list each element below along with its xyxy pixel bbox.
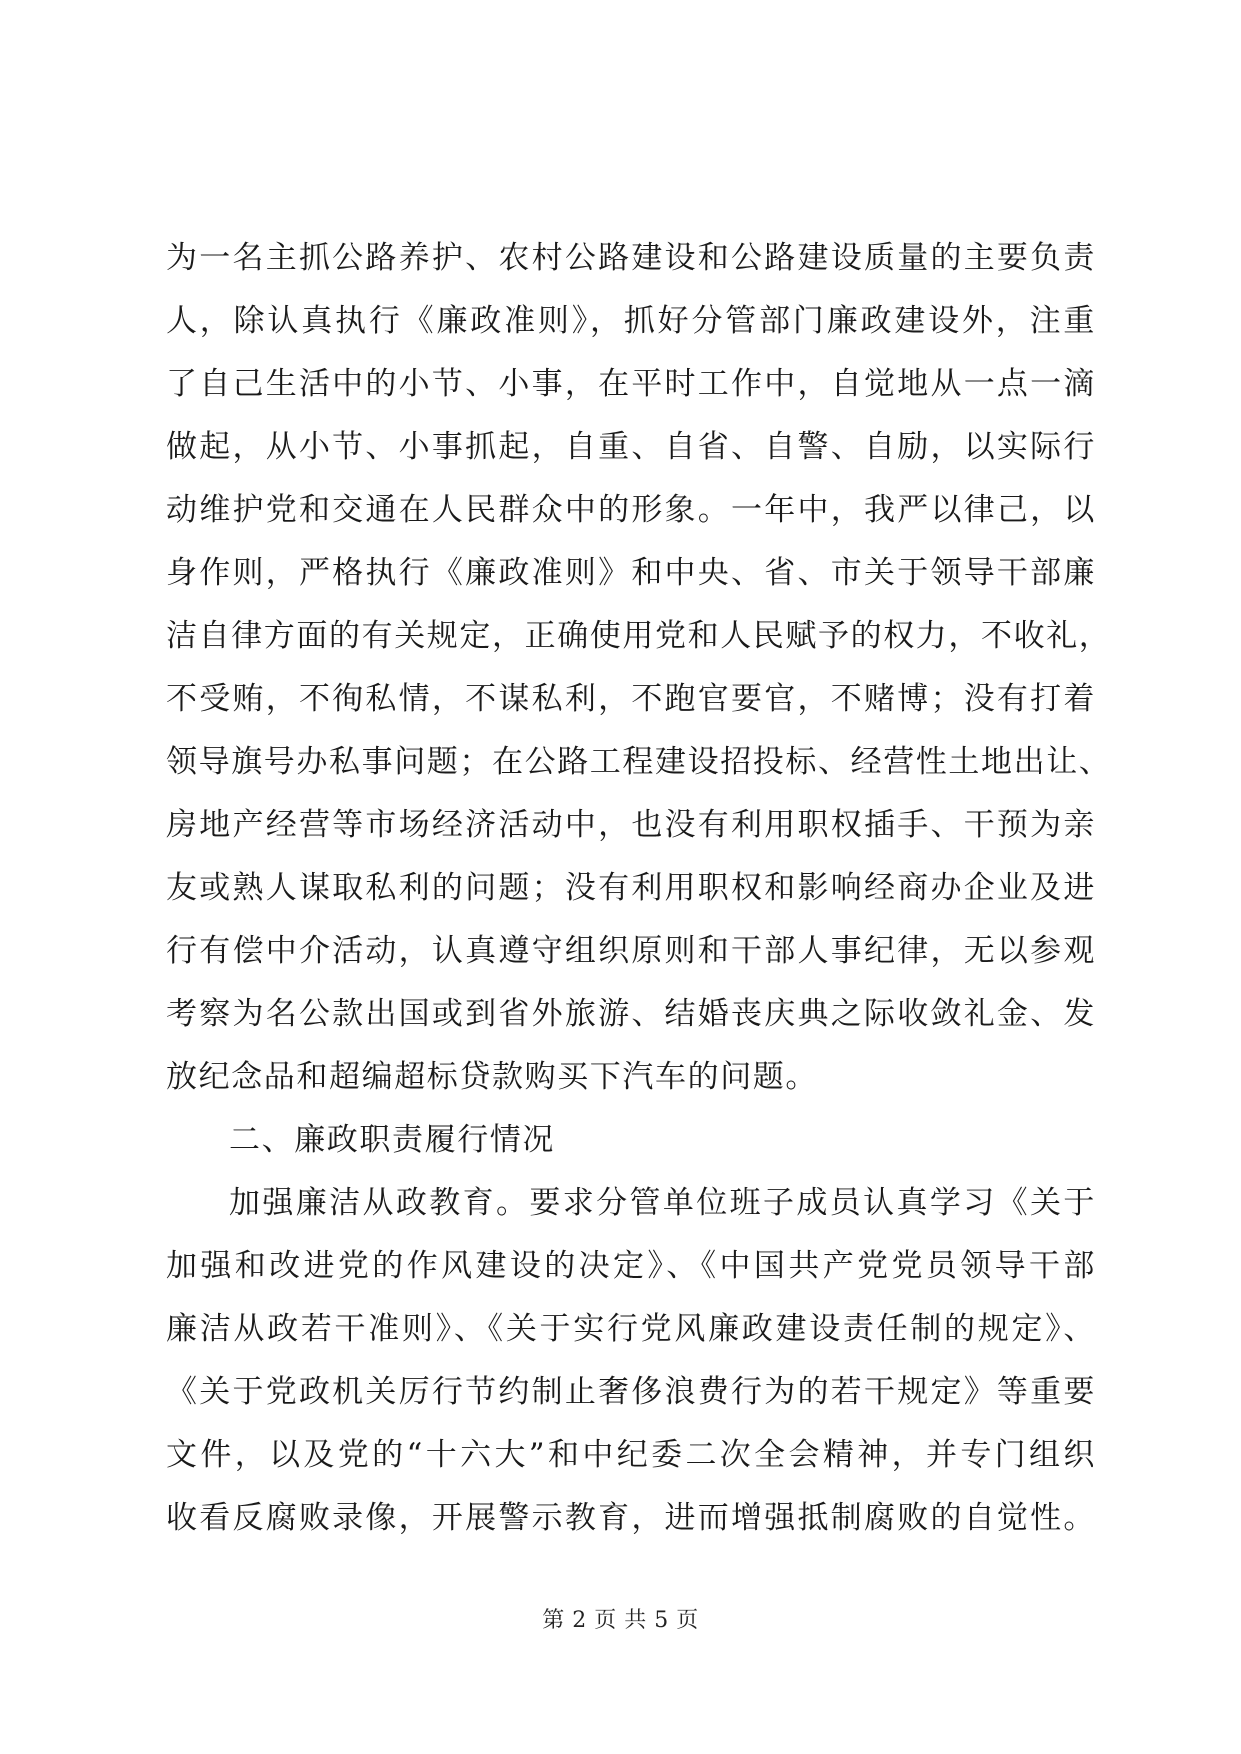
- paragraph-line: 房地产经营等市场经济活动中，也没有利用职权插手、干预为亲: [166, 807, 1096, 843]
- paragraph-line: 廉洁从政若干准则》、《关于实行党风廉政建设责任制的规定》、: [166, 1311, 1096, 1347]
- paragraph-line: 洁自律方面的有关规定，正确使用党和人民赋予的权力，不收礼，: [166, 618, 1112, 654]
- document-body: [166, 227, 1112, 1550]
- paragraph-line: 人，除认真执行《廉政准则》，抓好分管部门廉政建设外，注重: [166, 303, 1096, 339]
- paragraph-line: 《关于党政机关厉行节约制止奢侈浪费行为的若干规定》等重要: [166, 1374, 1096, 1410]
- paragraph-line: 加强廉洁从政教育。要求分管单位班子成员认真学习《关于: [229, 1185, 1096, 1221]
- paragraph-line: 友或熟人谋取私利的问题；没有利用职权和影响经商办企业及进: [166, 870, 1096, 906]
- paragraph-line: 考察为名公款出国或到省外旅游、结婚丧庆典之际收敛礼金、发: [166, 996, 1096, 1032]
- paragraph-line: 动维护党和交通在人民群众中的形象。一年中，我严以律己，以: [166, 492, 1096, 528]
- paragraph-line: 收看反腐败录像，开展警示教育，进而增强抵制腐败的自觉性。: [166, 1500, 1096, 1536]
- paragraph-line: 了自己生活中的小节、小事，在平时工作中，自觉地从一点一滴: [166, 366, 1096, 402]
- paragraph-line: 文件，以及党的“十六大”和中纪委二次全会精神，并专门组织: [166, 1437, 1096, 1473]
- paragraph-line: 身作则，严格执行《廉政准则》和中央、省、市关于领导干部廉: [166, 555, 1096, 591]
- paragraph-line: 行有偿中介活动，认真遵守组织原则和干部人事纪律，无以参观: [166, 933, 1096, 969]
- paragraph-line: 不受贿，不徇私情，不谋私利，不跑官要官，不赌博；没有打着: [166, 681, 1096, 717]
- paragraph-line: 放纪念品和超编超标贷款购买下汽车的问题。: [166, 1059, 818, 1095]
- paragraph-line: 领导旗号办私事问题；在公路工程建设招投标、经营性土地出让、: [166, 744, 1112, 780]
- page-number-footer: 第 2 页 共 5 页: [542, 1608, 699, 1633]
- paragraph-line: 为一名主抓公路养护、农村公路建设和公路建设质量的主要负责: [166, 240, 1096, 276]
- section-heading: 二、廉政职责履行情况: [229, 1122, 555, 1158]
- paragraph-line: 加强和改进党的作风建设的决定》、《中国共产党党员领导干部: [166, 1248, 1096, 1284]
- paragraph-line: 做起，从小节、小事抓起，自重、自省、自警、自励，以实际行: [166, 429, 1096, 465]
